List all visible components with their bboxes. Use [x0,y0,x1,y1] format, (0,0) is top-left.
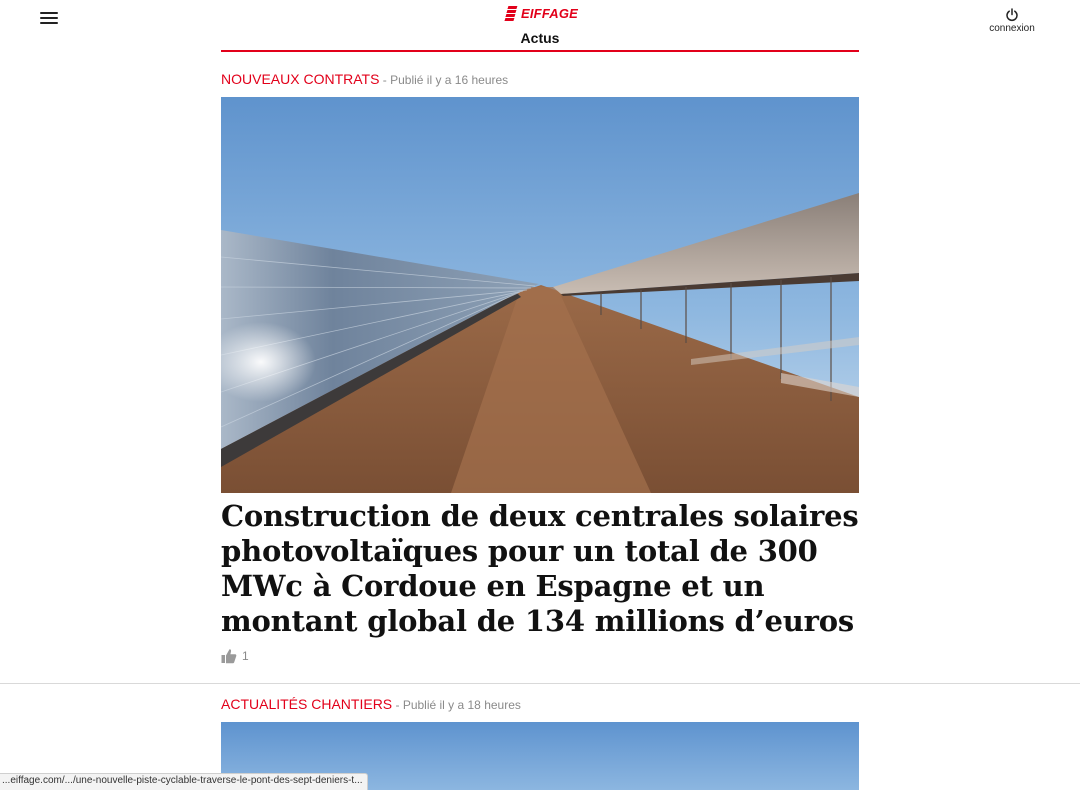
page-title: Actus [520,30,560,46]
article-category-link[interactable]: NOUVEAUX CONTRATS [221,71,380,87]
connexion-label: connexion [989,23,1035,34]
like-button[interactable] [221,648,249,664]
meta-separator: - [379,73,391,87]
article-published-time: Publié il y a 18 heures [402,698,521,712]
article-image-solar-panels[interactable] [221,97,859,493]
power-icon [1005,8,1019,22]
article-card [221,696,859,712]
thumbs-up-icon [221,648,237,664]
article-meta [221,696,859,712]
brand-name: EIFFAGE [521,5,579,21]
article-meta [221,71,859,87]
connexion-button[interactable] [988,8,1036,34]
article-category-link[interactable]: ACTUALITÉS CHANTIERS [221,696,393,712]
article-divider [0,683,1080,684]
article-published-time: Publié il y a 16 heures [390,73,509,87]
article-card [221,71,859,663]
eiffage-logo-mark [505,6,517,20]
like-count: 1 [242,649,249,663]
eiffage-logo[interactable] [505,4,578,22]
hamburger-menu-icon[interactable] [40,11,58,25]
article-title-link[interactable]: Construction de deux centrales solaires photovoltaïques pour un total de 300 MWc à Cordoue en Espagne et un montant global de 134 millions d’euros [221,499,859,638]
meta-separator: - [392,698,403,712]
title-divider [221,50,859,52]
link-preview-status-bar: ...eiffage.com/.../une-nouvelle-piste-cyclable-traverse-le-pont-des-sept-deniers-t... [0,773,368,790]
